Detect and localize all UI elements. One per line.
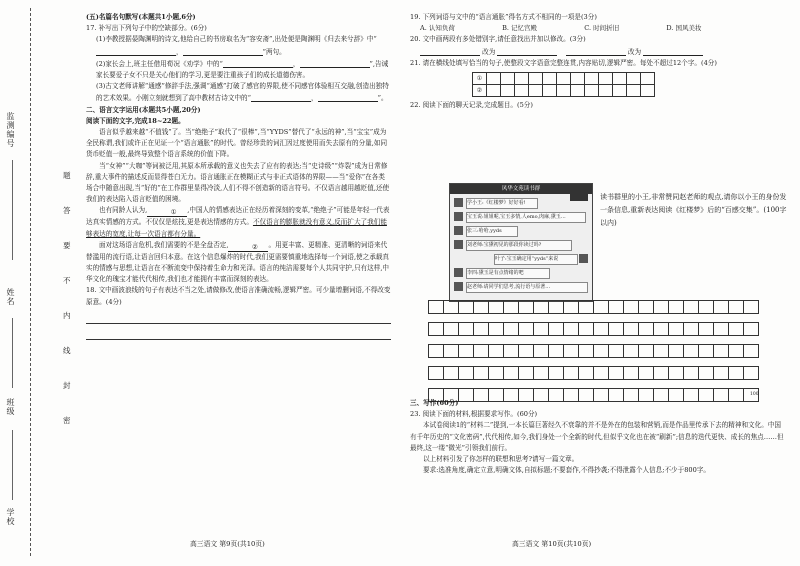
school-label: 学校 xyxy=(6,508,15,526)
avatar xyxy=(454,212,463,221)
seal-line xyxy=(30,8,31,556)
chat-message: 李四:黛玉是有点情绪的吧 xyxy=(466,268,550,279)
passage-para1: 语言似乎越来越“不值钱”了。当“绝绝子”取代了“很棒”,当“YYDS”替代了“永远的神”,当“宝宝”成为全民称谓,我们或许正在见证一个“语言通胀”的时代。曾经珍贵的词汇因过度使用而失去原有的分量,如同货币贬值一般,最终导致整个语言系统的价值下降。 xyxy=(86,128,388,159)
brush-icon xyxy=(570,185,588,201)
left-page xyxy=(86,12,391,340)
seal-char: 内 xyxy=(63,311,71,320)
q17-part1: (1)李教授据晏陶渊明的诗文,他给自己的书房取名为“容安斋”,出处便是陶渊明《归去来兮辞》中“， ”两句。 xyxy=(96,35,377,56)
q17-prompt: 17. 补写出下列句子中的空缺部分。(6分) xyxy=(86,24,207,33)
right-page xyxy=(410,12,786,112)
passage-para2: 当“女神”“大咖”等词被泛用,其原本所承载的意义也失去了应有的表达;当“史诗级”“炸裂”成为日常修辞,重大事件的描述反而显得苍白无力。语言通胀正在模糊正式与非正式语体的界限——当“爱你”在各类场合中随意出现,当“好的”在工作群里显得冷淡,人们不得不创造新的语言符号。不仅语言越用越贬值,还使我们的表达陷入语言贬值的困境。 xyxy=(86,161,390,204)
answer-blank[interactable] xyxy=(566,46,626,56)
avatar xyxy=(454,240,463,249)
avatar xyxy=(454,268,463,277)
chat-message: 叶子:宝玉确定用“yyds”来说 xyxy=(494,254,578,265)
q23-requirements: 要求:选准角度,确定立意,明确文体,自拟标题;不要套作,不得抄袭;不得泄露个人信息;不少于800字。 xyxy=(423,466,711,475)
class-write-line xyxy=(12,318,13,388)
writing-section xyxy=(410,398,786,476)
binding-margin xyxy=(0,0,56,566)
q23-prompt: 23. 阅读下面的材料,根据要求写作。(60分) xyxy=(410,410,538,419)
q19-prompt: 19. 下列词语与文中的“语言通胀”得名方式不相同的一项是(3分) xyxy=(410,13,597,21)
q22-answer-grid[interactable] xyxy=(428,300,759,402)
answer-blank[interactable] xyxy=(251,92,311,102)
option-a[interactable]: A. 认知负荷 xyxy=(420,24,455,33)
passage-para4: 面对这场语言危机,我们需要的不是全盘否定, ② 。用更丰富、更精准、更清晰的词语来代替滥用的流行语,让语言回归本意。在这个信息爆炸的时代,我们更需要慎重地选择每一个词语,使之承载真实的情感与思想,让语言在不断流变中保持着生命力和光泽。语言的纯洁需要每个人共同守护,只有这样,中华文化的瑰宝才能代代相传,我们也才能拥有丰富而深刻的表达。 xyxy=(86,240,390,284)
option-b[interactable]: B. 记忆宫殿 xyxy=(502,24,538,33)
q18-answer-line[interactable] xyxy=(86,311,391,324)
seal-char: 封 xyxy=(63,381,71,390)
avatar xyxy=(454,226,463,235)
seal-char: 不 xyxy=(63,276,71,285)
q21-prompt: 21. 请在横线处填写恰当的句子,使整段文字语意完整连贯,内容贴切,逻辑严密。每处不超过12个字。(4分) xyxy=(410,58,717,67)
chat-title: 风华文苑读书群 xyxy=(450,184,592,194)
option-c[interactable]: C. 时间折旧 xyxy=(584,24,620,33)
q17-part3: (3)古文老师讲解“通感”修辞手法,强调“通感”打破了感官的界限,使不同感官体验相互交融,创造出独特的艺术效果。小刚立刻就想到了高中教材古诗文中的“ ， ”。 xyxy=(96,82,389,103)
footer-left: 高三语文 第9页(共10页) xyxy=(190,540,265,548)
chat-message: 张三:哈哈,yyds xyxy=(466,226,518,237)
school-write-line xyxy=(12,430,13,500)
chat-message: 学小王:《红楼梦》好好看! xyxy=(466,198,538,209)
row-label: ② xyxy=(473,85,487,97)
answer-blank[interactable] xyxy=(643,46,703,56)
answer-blank[interactable] xyxy=(223,58,293,68)
reading-intro: 阅读下面的文字,完成18~22题。 xyxy=(86,116,185,125)
wavy-sentence: 不仅语言的膨胀就没有意义,反而扩大了我们能够表达的宽度,让每一次语言都有分量。 xyxy=(86,218,387,238)
q18-prompt: 18. 文中画波浪线的句子有表达不当之处,请做修改,使语言准确流畅,逻辑严密。可少量增删词语,不得改变原意。(4分) xyxy=(86,286,391,306)
chat-message: 宝玉说:姐姐呢,宝玉多情,人emo,肉麻,黛玉… xyxy=(466,212,586,223)
q20-fix-row: 改为 改为 xyxy=(410,46,786,58)
option-d[interactable]: D. 国风美妆 xyxy=(666,24,702,33)
section3-title: 三、写作(60分) xyxy=(410,399,459,407)
blank-1[interactable]: ① xyxy=(147,207,187,217)
seal-char: 要 xyxy=(63,241,71,250)
answer-blank[interactable] xyxy=(420,46,480,56)
q23-material: 本试卷阅读1的“材料二”提到,一本长篇巨著经久不衰靠的并不是外在的包装和营销,而是作品里传承下去的精神和文化。中国有千年历史的“文化密码”,代代相传,如今,我们身处一个全新的时代,但似乎文化也在被“刷新”;信息的迭代更快、成长的焦点……但最终,这一缕“微光”引领我们前行。 xyxy=(410,421,784,452)
exam-no-label: 监测编号 xyxy=(6,112,15,148)
passage-para3: 也有同龄人认为, ① ,中国人的情感表达正在经历着深刻的变革,“绝绝子”可能是年轻一代表达真实情感的方式。不仅仅是炫技,更是表达情感的方式。不仅语言的膨胀就没有意义,反而扩大了我们能够表达的宽度,让每一次语言都有分量。 xyxy=(86,206,390,238)
chat-message: 刘老师:宝黛初见的那段你读过吗? xyxy=(466,240,572,251)
section5-title: (五)名篇名句默写(本题共1小题,6分) xyxy=(86,13,196,21)
answer-blank[interactable] xyxy=(183,46,263,56)
chat-message: 赵老师:请同学们思考,流行语与原著... xyxy=(466,282,588,293)
footer-right: 高三语文 第10页(共10页) xyxy=(512,540,592,548)
answer-blank[interactable] xyxy=(318,92,378,102)
q18-answer-line[interactable] xyxy=(86,327,391,340)
blank-2[interactable]: ② xyxy=(228,242,268,252)
q22-task: 读书群里的小王,非常赞同赵老师的观点,请你以小王的身份发一条信息,重新表达阅读《红楼梦》后的“百感交集”。(100字以内) xyxy=(600,193,787,227)
q21-answer-grid[interactable] xyxy=(472,72,655,97)
row-label: ① xyxy=(473,73,487,85)
seal-char: 密 xyxy=(63,416,71,425)
grid-count-mark: 100 xyxy=(750,392,759,397)
answer-blank[interactable] xyxy=(96,46,176,56)
avatar xyxy=(454,282,463,291)
q17-part2: (2)家长会上,班主任借用荀况《劝学》中的“ ， ”,告诫家长要爱子女不只是关心他们的学习,更是要注重孩子们的成长道德伤害。 xyxy=(96,59,389,80)
seal-char: 线 xyxy=(63,346,71,355)
avatar xyxy=(579,254,588,263)
seal-char: 题 xyxy=(63,171,71,180)
seal-char: 答 xyxy=(63,206,71,215)
avatar xyxy=(454,198,463,207)
q23-instruction: 以上材料引发了你怎样的联想和思考?请写一篇文章。 xyxy=(423,455,579,464)
q20-prompt: 20. 文中画两段有多处错别字,请任意找出并加以修改。(3分) xyxy=(410,35,586,44)
class-label: 班级 xyxy=(6,398,15,416)
answer-blank[interactable] xyxy=(497,46,557,56)
q22-prompt: 22. 阅读下面的聊天记录,完成题目。(5分) xyxy=(410,101,533,110)
name-write-line xyxy=(12,160,13,260)
q19-options xyxy=(410,23,786,34)
name-label: 姓名 xyxy=(6,288,15,306)
answer-blank[interactable] xyxy=(300,58,370,68)
section2-title: 二、语言文字运用(本题共5小题,20分) xyxy=(86,105,201,114)
